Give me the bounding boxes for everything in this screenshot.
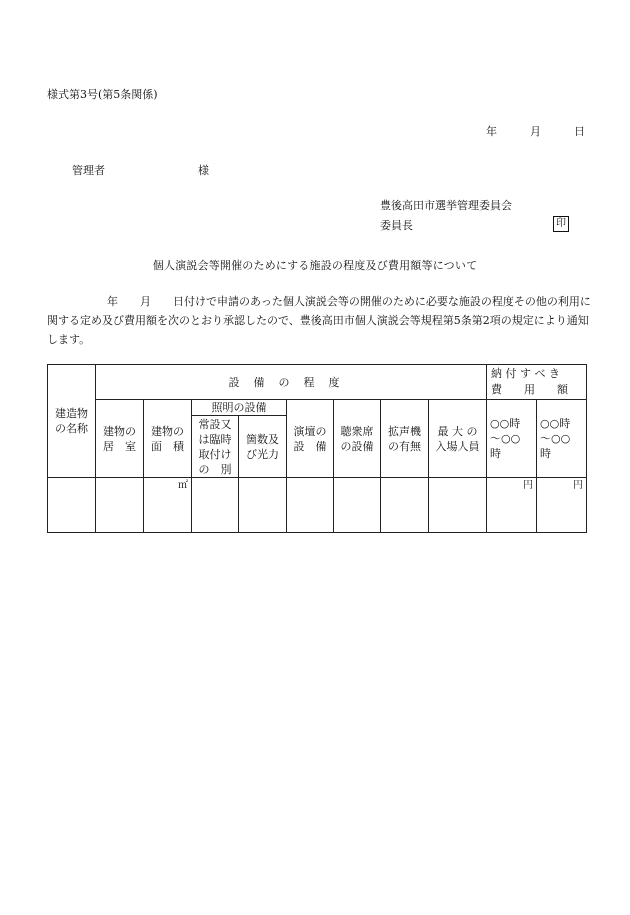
date-month: 月 [530,125,541,138]
stage-header: 演壇の 設 備 [287,400,334,478]
date-year: 年 [486,125,497,138]
lighting-header: 照明の設備 [192,400,287,416]
cell-permanent-temp [192,478,239,533]
addressee [72,162,209,178]
seats-header: 聴衆席 の設備 [334,400,381,478]
area-header: 建物の 面 積 [144,400,192,478]
issuer-chair: 委員長 [380,219,413,232]
date-line [486,123,585,139]
addressee-honorific: 様 [198,164,209,177]
body-year: 年 [107,295,118,308]
seal-mark: 印 [553,216,569,232]
body-text: 日付けで申請のあった個人演説会等の開催のために必要な施設の程度その他の利用に関する定め及び費用額を次のとおり承認したので、豊後高田市個人演説会等規程第5条第2項の規定により通知します。 [47,295,591,346]
cell-room [96,478,144,533]
cell-stage [287,478,334,533]
building-name-header: 建造物 の名称 [48,365,96,478]
cell-capacity [429,478,487,533]
lamp-count-header: 箇数及 び光力 [239,416,287,478]
facility-extent-header: 設備の程度 [96,365,487,400]
issuer-organization: 豊後高田市選挙管理委員会 [380,199,512,212]
form-number: 様式第3号(第5条関係) [47,88,158,101]
date-day: 日 [574,125,585,138]
addressee-title: 管理者 [72,164,105,177]
cell-area: ㎡ [144,478,192,533]
cell-speaker [381,478,429,533]
body-paragraph [47,292,592,349]
cell-fee-1: 円 [487,478,537,533]
time-slot-1-header: ○○時 ～○○ 時 [487,400,537,478]
document-title: 個人演説会等開催のためにする施設の程度及び費用額等について [152,259,478,272]
time-slot-2-header: ○○時 ～○○ 時 [537,400,587,478]
cell-fee-2: 円 [537,478,587,533]
payment-header: 納 付 す べ き 費 用 額 [487,365,587,400]
facility-table [47,364,587,533]
cell-building-name [48,478,96,533]
cell-seats [334,478,381,533]
body-month: 月 [140,295,151,308]
room-header: 建物の 居 室 [96,400,144,478]
permanent-temp-header: 常設又 は臨時 取付け の 別 [192,416,239,478]
capacity-header: 最 大 の 入場人員 [429,400,487,478]
cell-lamp-count [239,478,287,533]
speaker-header: 拡声機 の有無 [381,400,429,478]
